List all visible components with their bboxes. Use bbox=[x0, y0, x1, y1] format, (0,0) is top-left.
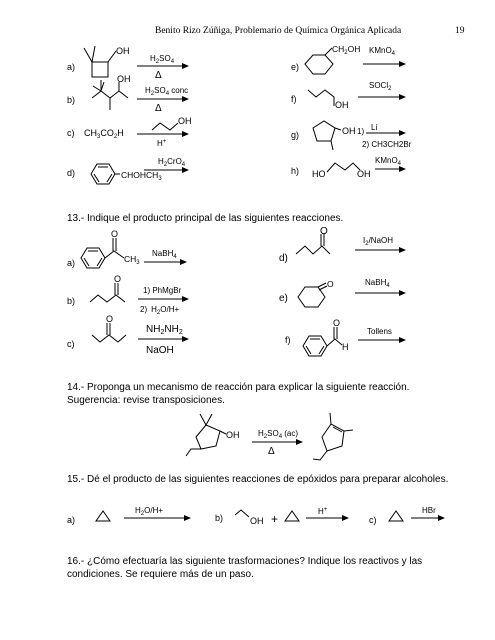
substrate-12e: $CH_2OH$ bbox=[332, 44, 361, 56]
oh-12h: OH bbox=[357, 169, 371, 179]
header-title: Benito Rizo Zúñiga, Problemario de Química Orgánica Aplicada bbox=[155, 26, 402, 36]
cond-12c: H+ bbox=[157, 139, 167, 148]
benzene-double-bonds bbox=[94, 167, 112, 182]
question-14-title: 14.- Proponga un mecanismo de reacción para explicar la siguiente reacción. Sugerencia: revise transposiciones. bbox=[67, 382, 410, 406]
reagent-13d: $I_2$/NaOH bbox=[363, 236, 394, 247]
label-12f: f) bbox=[291, 94, 297, 104]
acetophenone-carbonyl bbox=[105, 238, 124, 258]
cyclohexanone-ring bbox=[298, 287, 325, 307]
gem-dimethyl-14 bbox=[200, 414, 212, 425]
reagent-12d: $H_2CrO_4$ bbox=[158, 157, 186, 168]
methyl-g bbox=[331, 141, 333, 150]
o-13a: O bbox=[111, 229, 119, 239]
reagent-14: $H_2SO_4$ (ac) bbox=[258, 429, 299, 440]
label-12b: b) bbox=[67, 95, 76, 105]
substrate-12d: $CHOHCH_3$ bbox=[121, 170, 162, 182]
oh-12a: OH bbox=[116, 46, 130, 56]
reagent-12b: $H_2SO_4$ conc bbox=[145, 86, 189, 97]
label-12h: h) bbox=[291, 166, 300, 176]
ketone-chain-13c bbox=[92, 323, 126, 342]
reaction-12b bbox=[67, 74, 188, 114]
label-13a: a) bbox=[67, 258, 76, 268]
label-15c: c) bbox=[369, 515, 377, 525]
label-12a: a) bbox=[67, 62, 76, 72]
reaction-13f bbox=[285, 318, 405, 356]
reaction-13d bbox=[279, 226, 405, 264]
heat-12a: Δ bbox=[155, 70, 162, 81]
reaction-12c bbox=[67, 116, 192, 148]
reaction-14 bbox=[186, 413, 353, 460]
reagent-15a: $H_2O/H+$ bbox=[135, 506, 164, 517]
o-13f: O bbox=[333, 318, 341, 328]
reagent1-13b: 1) PhMgBr bbox=[143, 286, 182, 295]
label-15a: a) bbox=[67, 515, 76, 525]
reaction-13c bbox=[67, 314, 188, 356]
gem-dimethyl bbox=[84, 46, 95, 62]
question-13-title: 13.- Indique el producto principal de las siguientes reacciones. bbox=[67, 213, 344, 224]
aldehyde-group bbox=[327, 327, 342, 346]
oh-12b: OH bbox=[117, 74, 131, 84]
oh-12c: OH bbox=[178, 116, 192, 126]
label-12c: c) bbox=[67, 128, 75, 138]
reaction-13b bbox=[67, 274, 188, 316]
propanol-chain bbox=[152, 123, 178, 130]
epoxide-15c bbox=[389, 511, 403, 521]
ethyl-product-14 bbox=[313, 451, 327, 460]
diol-chain bbox=[327, 163, 360, 172]
label-13f: f) bbox=[285, 335, 291, 345]
reagent-13f: Tollens bbox=[367, 327, 392, 336]
label-13d: d) bbox=[279, 253, 288, 264]
label-12d: d) bbox=[67, 168, 76, 178]
oh-12g: OH bbox=[342, 126, 356, 136]
carbon-chain bbox=[92, 91, 128, 98]
ketone-chain-13d bbox=[296, 234, 330, 254]
reaction-12h bbox=[291, 156, 405, 179]
label-15b: b) bbox=[215, 513, 224, 523]
reagent-13a: NaBH$_4$ bbox=[152, 249, 177, 260]
ch2oh-bond bbox=[325, 48, 332, 55]
label-12e: e) bbox=[291, 62, 300, 72]
reaction-15b bbox=[215, 507, 348, 526]
reaction-15a bbox=[67, 506, 190, 525]
reagent-15c: HBr bbox=[422, 506, 436, 515]
step1-12g: 1) bbox=[357, 127, 365, 136]
ethanol-chain bbox=[235, 510, 249, 517]
h-13f: H bbox=[342, 342, 349, 352]
reagent2-13b: 2) $H_2O/H+$ bbox=[140, 305, 180, 316]
label-12g: g) bbox=[291, 130, 300, 140]
label-13e: e) bbox=[279, 293, 288, 304]
substrate-12c: $CH_3CO_2H$ bbox=[84, 128, 124, 140]
reagent-12h: KMnO$_4$ bbox=[375, 156, 402, 167]
o-13c: O bbox=[106, 314, 114, 324]
label-13c: c) bbox=[67, 339, 75, 349]
reagent-15b: H+ bbox=[318, 507, 328, 516]
oh-15b: OH bbox=[250, 516, 264, 526]
cyclopentene-ring bbox=[322, 424, 344, 451]
cyclopentanol-ring bbox=[196, 425, 220, 449]
reagent-12e: KMnO$_4$ bbox=[369, 46, 396, 57]
reagent-12f: SOCl$_2$ bbox=[369, 81, 392, 92]
reagent-13c: $NH_2NH_2$ bbox=[146, 324, 183, 336]
reagent-12a: $H_2SO_4$ bbox=[150, 54, 175, 65]
dimethyl-14 bbox=[330, 413, 353, 431]
heat-12b: Δ bbox=[155, 103, 162, 114]
reaction-12f bbox=[291, 81, 405, 110]
o-13d: O bbox=[320, 226, 328, 237]
ethyl-14 bbox=[186, 449, 201, 456]
question-16-title: 16.- ¿Cómo efectuaría las siguiente trasformaciones? Indique los reactivos y las condiciones. Se requiere más de un paso. bbox=[67, 556, 423, 580]
page-number: 19 bbox=[455, 26, 465, 36]
tert-butyl bbox=[93, 80, 104, 91]
epoxide-15a bbox=[96, 511, 110, 521]
alcohol-chain bbox=[308, 90, 334, 106]
heat-14: Δ bbox=[268, 446, 275, 457]
reaction-12e bbox=[291, 44, 405, 74]
cyclobutane-ring bbox=[92, 62, 108, 77]
benzene-double-bonds-13a bbox=[84, 251, 102, 266]
reaction-12g bbox=[291, 121, 412, 150]
reaction-15c bbox=[369, 506, 444, 525]
epoxide-15b bbox=[285, 511, 299, 521]
ketone-chain-13b bbox=[90, 283, 125, 302]
cyclopentane-ring bbox=[313, 121, 335, 141]
step2-12g: 2) CH3CH2Br bbox=[362, 140, 412, 149]
reaction-13e bbox=[279, 278, 405, 307]
cyclohexane-ring bbox=[305, 55, 333, 74]
ch3-13a: $CH_3$ bbox=[124, 254, 140, 266]
benzene-double-bonds-13f bbox=[306, 339, 324, 354]
reagent1-12g: Li bbox=[371, 123, 378, 132]
reagent-below-13c: NaOH bbox=[146, 345, 174, 356]
label-13b: b) bbox=[67, 296, 76, 306]
c-oh-bond-g bbox=[335, 128, 341, 130]
oh-14: OH bbox=[226, 430, 240, 440]
c-oh-bond bbox=[108, 51, 116, 62]
o-13e: O bbox=[327, 279, 334, 289]
reaction-12d bbox=[67, 157, 188, 184]
ho-12h: HO bbox=[312, 169, 326, 179]
oh-12f: OH bbox=[335, 100, 349, 110]
o-13b: O bbox=[114, 274, 122, 284]
reagent-13e: NaBH$_4$ bbox=[365, 278, 390, 289]
reaction-13a bbox=[67, 229, 186, 268]
plus-15b: + bbox=[271, 512, 279, 526]
question-15-title: 15.- Dé el producto de las siguientes reacciones de epóxidos para preparar alcoholes. bbox=[67, 474, 449, 485]
